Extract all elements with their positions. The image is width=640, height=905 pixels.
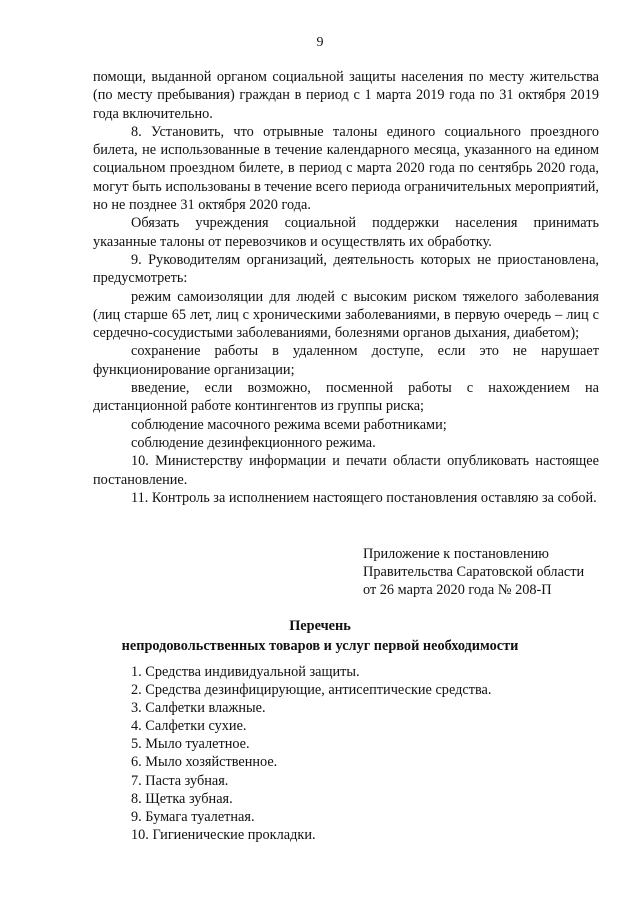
list-item: 6. Мыло хозяйственное. bbox=[131, 754, 278, 771]
list-title bbox=[0, 616, 640, 656]
paragraph-mask-regime: соблюдение масочного режима всеми работниками; bbox=[131, 416, 447, 433]
paragraph-item-10: 10. Министерству информации и печати области опубликовать настоящее постановление. bbox=[93, 453, 599, 488]
appendix-line: Правительства Саратовской области bbox=[363, 564, 585, 581]
paragraph-shift-work: введение, если возможно, посменной работы с нахождением на дистанционной работе контингентов из группы риска; bbox=[93, 380, 599, 415]
list-title-line: Перечень bbox=[289, 618, 351, 634]
paragraph-remote-work: сохранение работы в удаленном доступе, если это не нарушает функционирование организации; bbox=[93, 343, 599, 378]
paragraph-self-isolation: режим самоизоляции для людей с высоким риском тяжелого заболевания (лиц старше 65 лет, лиц с хроническими заболеваниями, в первую очередь – лиц с сердечно-сосудистыми заболеваниями, болезнями органов дыхания, диабетом); bbox=[93, 288, 599, 342]
page-number: 9 bbox=[316, 35, 324, 50]
paragraph-continuation: помощи, выданной органом социальной защиты населения по месту жительства (по месту пребывания) граждан в период с 1 марта 2019 года по 31 октября 2019 года включительно. bbox=[93, 69, 599, 122]
paragraph-item-9: 9. Руководителям организаций, деятельность которых не приостановлена, предусмотреть: bbox=[93, 251, 599, 287]
list-item: 4. Салфетки сухие. bbox=[131, 718, 247, 735]
list-item: 7. Паста зубная. bbox=[131, 772, 229, 789]
appendix-line: Приложение к постановлению bbox=[363, 546, 549, 562]
appendix-note bbox=[363, 545, 613, 600]
list-item: 2. Средства дезинфицирующие, антисептические средства. bbox=[131, 682, 492, 699]
body-text bbox=[93, 68, 599, 507]
paragraph-item-8: 8. Установить, что отрывные талоны единого социального проездного билета, не использованные в течение календарного месяца, указанного на едином социальном проездном билете, в период с марта 2020 года по сентябрь 2020 года, могут быть использованы в течение всего периода ограничительных мероприятий, но не позднее 31 октября 2020 года. bbox=[93, 123, 599, 214]
paragraph-disinfection: соблюдение дезинфекционного режима. bbox=[131, 434, 376, 451]
appendix-line: от 26 марта 2020 года № 208-П bbox=[363, 582, 552, 599]
list-item: 5. Мыло туалетное. bbox=[131, 736, 250, 753]
goods-list bbox=[131, 663, 581, 844]
list-item: 9. Бумага туалетная. bbox=[131, 808, 255, 825]
list-subtitle-line: непродовольственных товаров и услуг первой необходимости bbox=[121, 638, 519, 654]
paragraph-item-11: 11. Контроль за исполнением настоящего постановления оставляю за собой. bbox=[131, 489, 597, 506]
list-item: 8. Щетка зубная. bbox=[131, 790, 233, 807]
list-item: 3. Салфетки влажные. bbox=[131, 700, 266, 717]
paragraph-obligation: Обязать учреждения социальной поддержки населения принимать указанные талоны от перевозчиков и осуществлять их обработку. bbox=[93, 215, 599, 250]
list-item: 1. Средства индивидуальной защиты. bbox=[131, 664, 360, 680]
list-item: 10. Гигиенические прокладки. bbox=[131, 826, 316, 843]
